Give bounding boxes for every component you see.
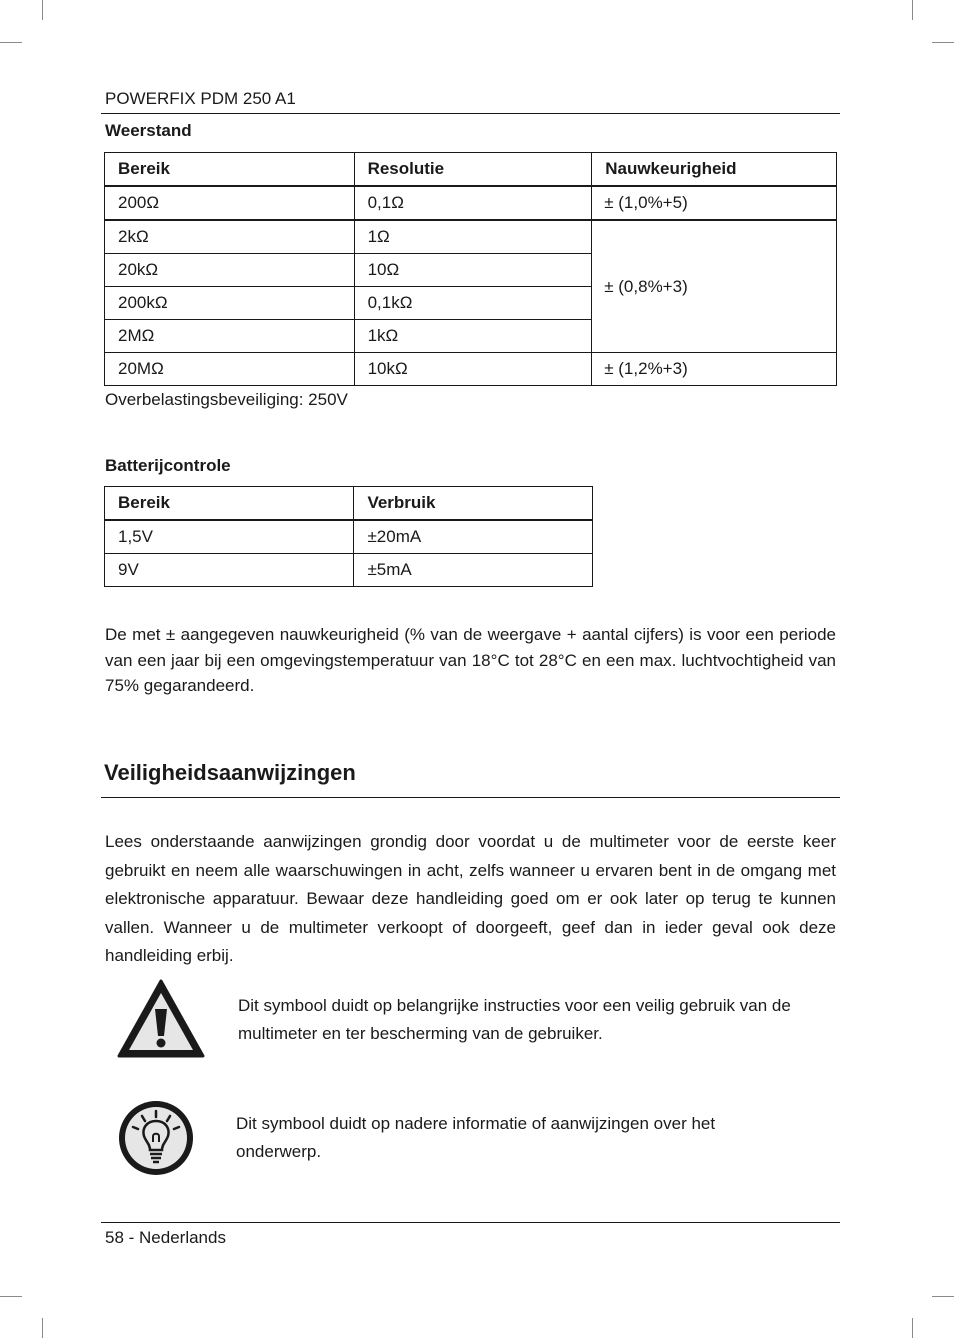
consumption-cell: ±20mA (354, 520, 593, 554)
warning-symbol-text: Dit symbool duidt op belangrijke instructies voor een veilig gebruik van de multimeter en ter bescherming van de gebruiker. (238, 996, 791, 1043)
battery-table (104, 486, 593, 587)
crop-mark (0, 42, 22, 43)
table-header-row (105, 487, 593, 521)
resolution-cell: 1Ω (354, 220, 592, 254)
table-row (105, 353, 837, 386)
range-cell: 20kΩ (105, 254, 355, 287)
overload-note: Overbelastingsbeveiliging: 250V (105, 390, 348, 409)
resolution-cell: 0,1Ω (354, 186, 592, 220)
crop-mark (932, 42, 954, 43)
column-header: Resolutie (354, 153, 592, 187)
footer-rule (101, 1222, 840, 1223)
resolution-cell: 1kΩ (354, 320, 592, 353)
info-symbol-text: Dit symbool duidt op nadere informatie of aanwijzingen over het onderwerp. (236, 1114, 716, 1161)
resolution-cell: 10kΩ (354, 353, 592, 386)
resistance-label: Weerstand (105, 121, 192, 140)
column-header: Verbruik (354, 487, 593, 521)
column-header: Bereik (105, 487, 354, 521)
table-row (105, 220, 837, 254)
crop-mark (912, 0, 913, 20)
resistance-table (104, 152, 837, 386)
crop-mark (0, 1296, 22, 1297)
safety-intro: Lees onderstaande aanwijzingen grondig door voordat u de multimeter voor de eerste keer gebruikt en neem alle waarschuwingen in acht, zelfs wanneer u ervaren bent in de omgang met elektronische apparatuur. Bewaar deze handleiding goed om er ook later op terug te kunnen vallen. Wanneer u de multimeter verkoopt of doorgeeft, geef dan in ieder geval ook deze handleiding erbij. (105, 832, 836, 966)
accuracy-cell: ± (1,2%+3) (592, 353, 837, 386)
range-cell: 20MΩ (105, 353, 355, 386)
range-cell: 2kΩ (105, 220, 355, 254)
crop-mark (42, 0, 43, 20)
consumption-cell: ±5mA (354, 554, 593, 587)
table-row (105, 186, 837, 220)
range-cell: 200Ω (105, 186, 355, 220)
range-cell: 200kΩ (105, 287, 355, 320)
range-cell: 9V (105, 554, 354, 587)
section-title: Veiligheidsaanwijzingen (104, 760, 356, 785)
header-rule (101, 113, 840, 114)
running-header: POWERFIX PDM 250 A1 (105, 89, 296, 108)
range-cell: 1,5V (105, 520, 354, 554)
crop-mark (912, 1318, 913, 1338)
table-header-row (105, 153, 837, 187)
accuracy-cell: ± (1,0%+5) (592, 186, 837, 220)
column-header: Nauwkeurigheid (592, 153, 837, 187)
resolution-cell: 0,1kΩ (354, 287, 592, 320)
crop-mark (932, 1296, 954, 1297)
table-row (105, 520, 593, 554)
page-footer: 58 - Nederlands (105, 1228, 226, 1247)
battery-label: Batterijcontrole (105, 456, 231, 475)
warning-triangle-icon (116, 978, 206, 1060)
crop-mark (42, 1318, 43, 1338)
accuracy-note: De met ± aangegeven nauwkeurigheid (% van de weergave + aantal cijfers) is voor een periode van een jaar bij een omgevingstemperatuur van 18°C tot 28°C en een max. luchtvochtigheid van 75% gegarandeerd. (105, 625, 836, 695)
accuracy-cell: ± (0,8%+3) (592, 220, 837, 353)
resolution-cell: 10Ω (354, 254, 592, 287)
column-header: Bereik (105, 153, 355, 187)
lightbulb-icon (116, 1098, 196, 1178)
table-row (105, 554, 593, 587)
section-rule (101, 797, 840, 798)
range-cell: 2MΩ (105, 320, 355, 353)
